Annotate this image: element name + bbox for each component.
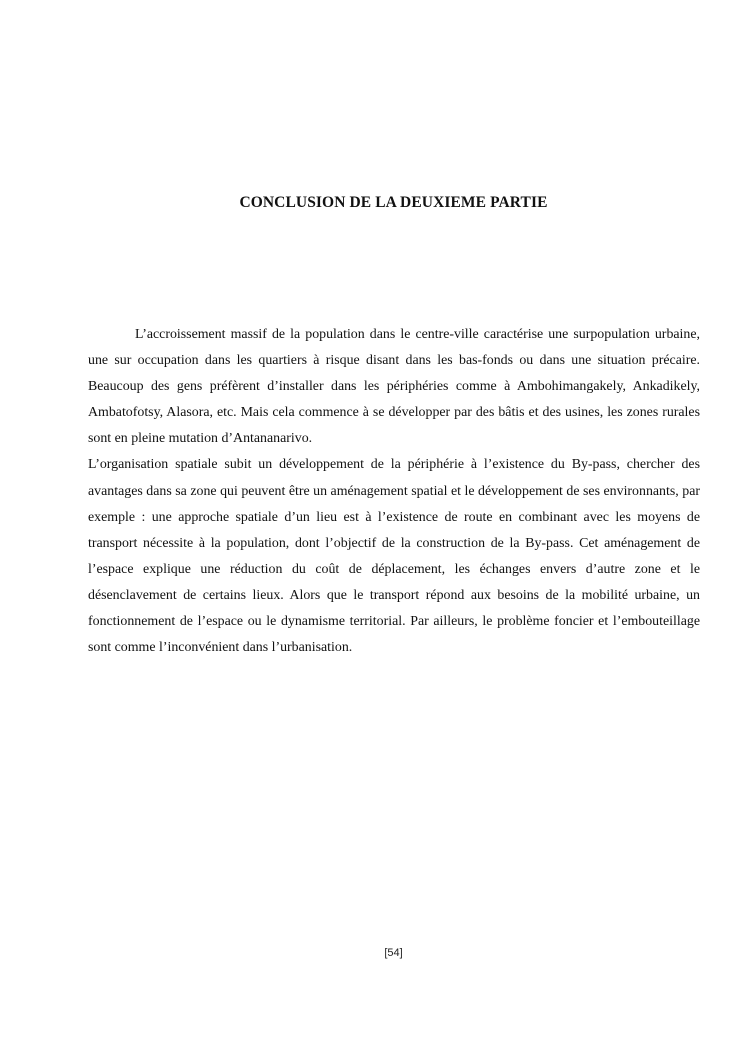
- page-number: [54]: [384, 947, 403, 959]
- body-text: [88, 322, 700, 661]
- section-title: CONCLUSION DE LA DEUXIEME PARTIE: [239, 194, 548, 211]
- paragraph-1: L’accroissement massif de la population dans le centre-ville caractérise une surpopulation urbaine, une sur occupation dans les quartiers à risque disant dans les bas-fonds ou dans une situation précaire. Beaucoup des gens préfèrent d’installer dans les périphéries comme à Ambohimangakely, Ankadikely, Ambatofotsy, Alasora, etc. Mais cela commence à se développer par des bâtis et des usines, les zones rurales sont en pleine mutation d’Antananarivo.: [88, 327, 700, 447]
- paragraph-2: L’organisation spatiale subit un développement de la périphérie à l’existence du By-pass, chercher des avantages dans sa zone qui peuvent être un aménagement spatial et le développement de ses environnants, par exemple : une approche spatiale d’un lieu est à l’existence de route en combinant avec les moyens de transport nécessite à la population, dont l’objectif de la construction de la By-pass. Cet aménagement de l’espace explique une réduction du coût de déplacement, les échanges envers d’autre zone et le désenclavement de certains lieux. Alors que le transport répond aux besoins de la mobilité urbaine, un fonctionnement de l’espace ou le dynamisme territorial. Par ailleurs, le problème foncier et l’embouteillage sont comme l’inconvénient dans l’urbanisation.: [88, 457, 700, 656]
